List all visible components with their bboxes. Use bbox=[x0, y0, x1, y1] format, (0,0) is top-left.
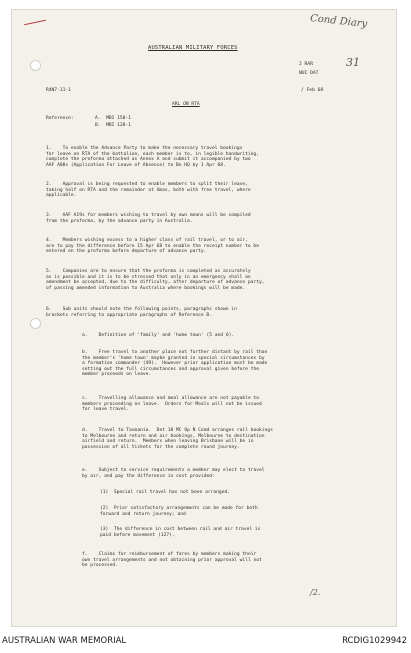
subparagraph-c: c. Travelling allowance and meal allowance are not payable to members proceeding on leave. Orders for Meals will not be issued for leave travel. bbox=[82, 396, 262, 412]
subparagraph-e: e. Subject to service requirements a member may elect to travel by air, and pay the difference in cost provided: bbox=[82, 468, 265, 479]
paragraph-2: 2. Approval is being requested to enable members to split their leave, taking half on RTA and the remainder at Xmas, both with free travel, where applicable. bbox=[46, 182, 251, 198]
subject-heading: ARL ON RTA bbox=[172, 102, 200, 107]
subparagraph-a: a. Definition of 'family' and 'home town' (5 and 6). bbox=[82, 333, 235, 338]
punch-hole bbox=[30, 60, 41, 71]
subparagraph-b: b. Free travel to another place not further distant by rail than the member's 'home town' maybe granted in special circumstances by a formation commander (49). However prior application must be made setting out the full circumstances and approval given before the member proceeds on leave. bbox=[82, 350, 268, 377]
date: / Feb 68 bbox=[301, 88, 324, 93]
document-title: AUSTRALIAN MILITARY FORCES bbox=[148, 45, 238, 51]
references-label: Reference: bbox=[46, 116, 74, 121]
paragraph-1: 1. To enable the Advance Party to make the necessary travel bookings for leave on RTA of the battalion, each member is to, in legible handwriting, complete the proforma attached as Annex A and submit it accompanied by two AAF A08s (Application For Leave of Absence) to Bn HQ by 1 Apr 68. bbox=[46, 146, 259, 168]
punch-hole bbox=[30, 318, 41, 329]
subparagraph-f: f. Claims for reimbursement of fares by members making their own travel arrangements and not obtaining prior approval will not be processed. bbox=[82, 552, 262, 568]
archive-credit: AUSTRALIAN WAR MEMORIAL bbox=[2, 636, 127, 646]
handwritten-note: Cond Diary bbox=[309, 13, 368, 30]
handwritten-mark: /2. bbox=[310, 588, 321, 597]
paragraph-5: 5. Companies are to ensure that the proforma is completed as accurately as is possible and it is to be stressed that only in an emergency shall an amendment be accepted, due to the difficulty, after departure of advance party, of passing amended information to Australia where bookings will be made. bbox=[46, 269, 265, 291]
handwritten-page-number: 31 bbox=[346, 56, 360, 69]
file-reference: R4N7-11-1 bbox=[46, 88, 71, 93]
condition-1: (1) Special rail travel has not been arranged. bbox=[100, 490, 230, 495]
condition-3: (3) The difference in cost between rail and air travel is paid before movement (127). bbox=[100, 527, 261, 538]
unit: 2 RAR bbox=[299, 62, 313, 67]
archive-id: RCDIG1029942 bbox=[342, 636, 407, 646]
paragraph-3: 3. AAF A19s for members wishing to travel by own means will be compiled from the proforma, by the advance party in Australia. bbox=[46, 213, 251, 224]
reference-a: A. MBI 150-1 bbox=[95, 116, 131, 121]
reference-b: B. MBI 128-1 bbox=[95, 123, 131, 128]
location: NUI DAT bbox=[299, 71, 319, 76]
condition-2: (2) Prior satisfactory arrangements can be made for both forward and return journey; and bbox=[100, 506, 258, 517]
paragraph-6: 6. Sub units should note the following points, paragraphs shown in brackets referring to appropriate paragraphs of Reference B. bbox=[46, 307, 237, 318]
paragraph-4: 4. Members wishing excess to a higher class of rail travel, or to air, are to pay the difference before 15 Apr 68 to enable the receipt number to be entered on the proforma before departure of advance party. bbox=[46, 238, 259, 254]
subparagraph-d: d. Travel to Tasmania. Det 10 MC Op N Comd arranges rail bookings to Melbourne and return and air bookings, Melbourne to destination airfield and return. Members when leaving Brisbane will be in possession of all tickets for the complete round journey. bbox=[82, 428, 273, 450]
